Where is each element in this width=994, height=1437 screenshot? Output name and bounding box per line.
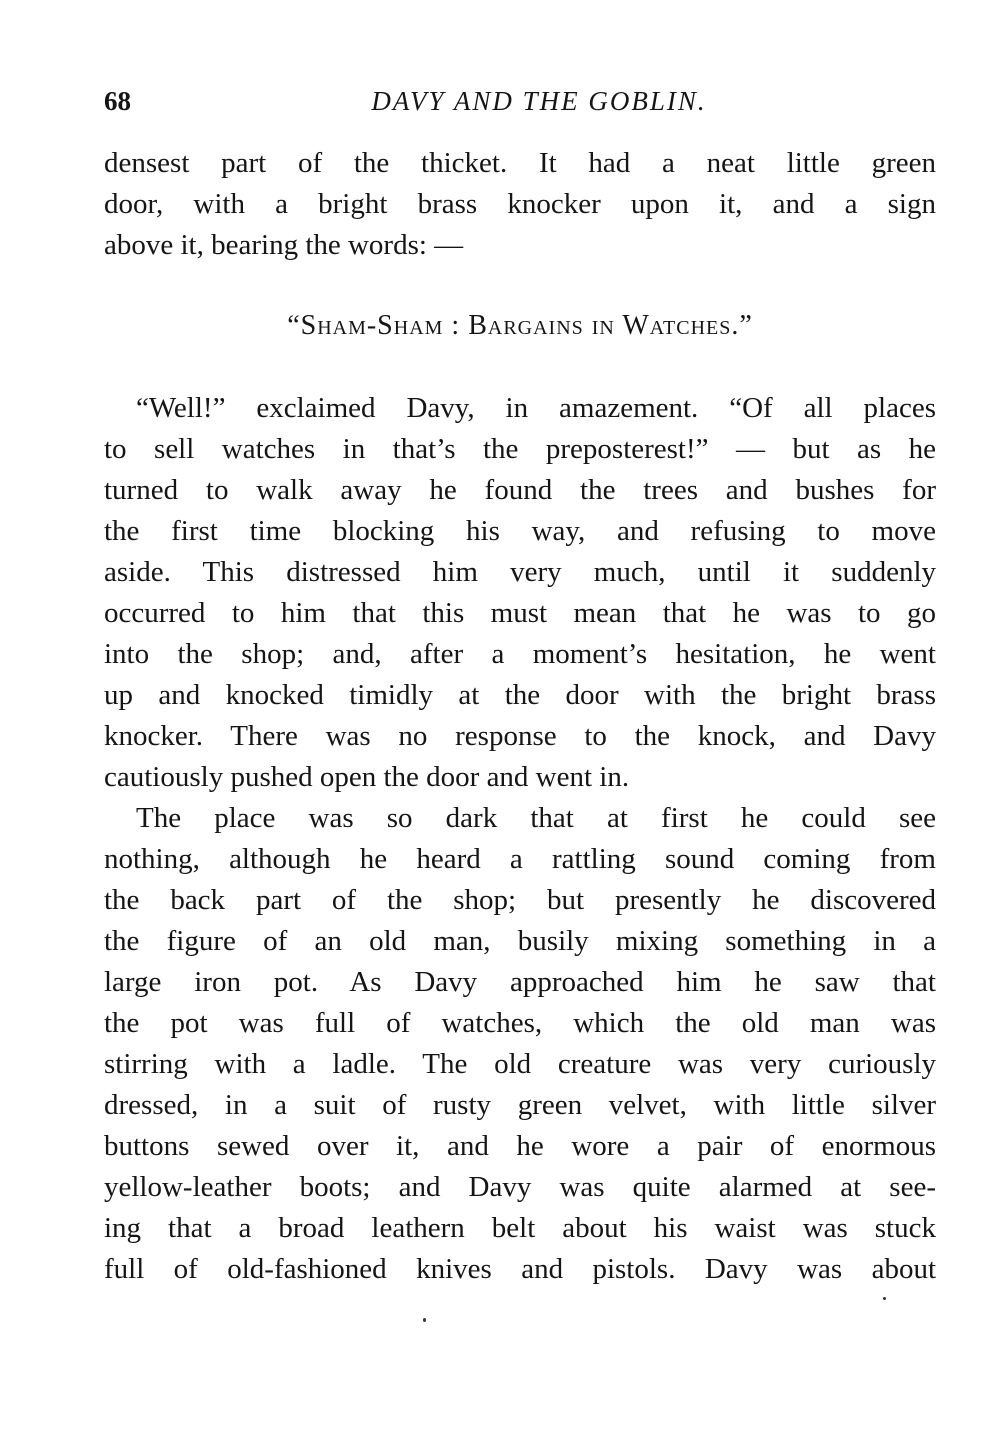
text-line: above it, bearing the words: —: [104, 229, 464, 261]
running-head: [104, 84, 934, 118]
text-line: knocker. There was no response to the knock, and Davy: [104, 720, 936, 752]
ink-speck: [883, 1297, 886, 1300]
text-line: densest part of the thicket. It had a neat little green: [104, 147, 936, 179]
text-line: aside. This distressed him very much, until it suddenly: [104, 556, 936, 588]
text-line: buttons sewed over it, and he wore a pair of enormous: [104, 1130, 936, 1162]
text-line: the back part of the shop; but presently he discovered: [104, 884, 936, 916]
text-line: large iron pot. As Davy approached him he saw that: [104, 966, 936, 998]
text-line: the figure of an old man, busily mixing something in a: [104, 925, 936, 957]
text-line: nothing, although he heard a rattling sound coming from: [104, 843, 936, 875]
text-line: ing that a broad leathern belt about his waist was stuck: [104, 1212, 936, 1244]
page-number: 68: [104, 86, 131, 116]
text-line: full of old-fashioned knives and pistols. Davy was about: [104, 1253, 936, 1285]
text-line: stirring with a ladle. The old creature was very curiously: [104, 1048, 936, 1080]
text-line: “Well!” exclaimed Davy, in amazement. “Of all places: [136, 392, 936, 424]
text-line: The place was so dark that at first he could see: [136, 802, 936, 834]
text-line: up and knocked timidly at the door with the bright brass: [104, 679, 936, 711]
sign-line: “Sham-Sham : Bargains in Watches.”: [287, 310, 753, 341]
text-line: the first time blocking his way, and refusing to move: [104, 515, 936, 547]
running-title: DAVY AND THE GOBLIN.: [371, 86, 707, 116]
text-line: into the shop; and, after a moment’s hesitation, he went: [104, 638, 936, 670]
paragraph-3: [104, 798, 936, 1290]
paragraph-1: [104, 143, 936, 266]
text-line: occurred to him that this must mean that he was to go: [104, 597, 936, 629]
text-line: dressed, in a suit of rusty green velvet, with little silver: [104, 1089, 936, 1121]
paragraph-2: [104, 388, 936, 798]
text-line: turned to walk away he found the trees and bushes for: [104, 474, 936, 506]
text-line: yellow-leather boots; and Davy was quite alarmed at see-: [104, 1171, 936, 1203]
text-line: door, with a bright brass knocker upon it, and a sign: [104, 188, 936, 220]
shop-sign-text: [104, 304, 936, 348]
text-line: the pot was full of watches, which the old man was: [104, 1007, 936, 1039]
ink-speck: [423, 1318, 426, 1322]
text-line: to sell watches in that’s the preposterest!” — but as he: [104, 433, 936, 465]
text-line: cautiously pushed open the door and went in.: [104, 761, 630, 793]
